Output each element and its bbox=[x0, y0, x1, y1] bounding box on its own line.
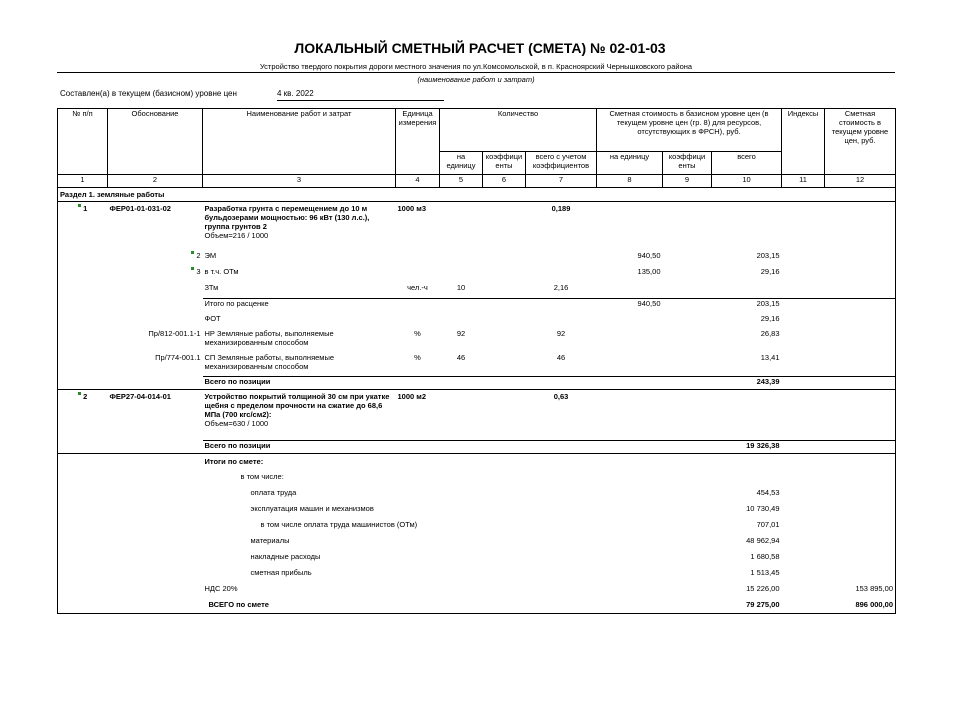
position-total-label: Всего по позиции bbox=[203, 441, 396, 454]
resource-unit: чел.-ч bbox=[407, 282, 428, 292]
overhead-qty-total: 92 bbox=[556, 328, 566, 338]
resource-cost-per-unit: 940,50 bbox=[637, 250, 661, 260]
header-qty-per-unit: на единицу bbox=[440, 152, 483, 175]
totals-item-value: 10 730,49 bbox=[746, 503, 780, 513]
price-level-value: 4 кв. 2022 bbox=[277, 89, 314, 98]
header-base-cost: Сметная стоимость в базисном уровне цен (в текущем уровне цен (гр. 8) для ресурсов, отсутствующих в ФРСН), руб. bbox=[597, 109, 782, 152]
resource-num: 3 bbox=[196, 266, 201, 276]
totals-item-row bbox=[58, 504, 896, 520]
col-number: 4 bbox=[396, 175, 440, 188]
totals-incl-row bbox=[58, 472, 896, 488]
section-title: Раздел 1. земляные работы bbox=[58, 188, 896, 202]
vat-base-value: 15 226,00 bbox=[746, 583, 780, 593]
profit-name: СП Земляные работы, выполняемые механизированным способом bbox=[204, 352, 335, 371]
position-1-row bbox=[58, 202, 896, 251]
totals-item-label: эксплуатация машин и механизмов bbox=[250, 503, 374, 513]
totals-item-row bbox=[58, 488, 896, 504]
position-total-row bbox=[58, 377, 896, 390]
header-indexes: Индексы bbox=[782, 109, 825, 175]
header-unit: Единица измерения bbox=[396, 109, 440, 175]
resource-name: ЭМ bbox=[204, 250, 217, 260]
position-total-row bbox=[58, 441, 896, 454]
grand-total-row bbox=[58, 600, 896, 614]
header-qty-coef: коэффици енты bbox=[483, 152, 526, 175]
resource-name: ЗТм bbox=[204, 282, 219, 292]
document-subtitle: Устройство твердого покрытия дороги местного значения по ул.Комсомольской, в п. Красноярский Чернышковского района bbox=[259, 62, 693, 71]
subtotal-cost-total: 203,15 bbox=[712, 299, 782, 314]
subtitle-underline bbox=[57, 72, 895, 73]
grand-total-base-value: 79 275,00 bbox=[712, 600, 782, 614]
totals-item-row bbox=[58, 568, 896, 584]
totals-title: Итоги по смете: bbox=[203, 454, 396, 472]
profit-cost-total: 13,41 bbox=[760, 352, 780, 362]
price-level-label: Составлен(а) в текущем (базисном) уровне цен bbox=[60, 89, 237, 98]
overhead-row bbox=[58, 329, 896, 353]
totals-item-row bbox=[58, 520, 896, 536]
position-name: Устройство покрытий толщиной 30 см при укатке щебня с пределом прочности на сжатие до 68,6 МПа (700 кгс/см2): bbox=[204, 392, 390, 419]
col-number: 8 bbox=[597, 175, 663, 188]
position-total-label: Всего по позиции bbox=[203, 377, 396, 390]
header-cost-per-unit: на единицу bbox=[597, 152, 663, 175]
totals-item-value: 707,01 bbox=[756, 519, 780, 529]
resource-qty-total: 2,16 bbox=[553, 282, 569, 292]
comment-marker-icon bbox=[191, 267, 194, 270]
totals-item-value: 1 680,58 bbox=[750, 551, 780, 561]
header-qty-total: всего с учетом коэффициентов bbox=[526, 152, 597, 175]
position-total-value: 243,39 bbox=[712, 377, 782, 390]
price-level-underline bbox=[277, 100, 444, 101]
totals-item-value: 48 962,94 bbox=[746, 535, 780, 545]
resource-qty-per-unit: 10 bbox=[456, 282, 466, 292]
comment-marker-icon bbox=[78, 204, 81, 207]
resource-row bbox=[58, 283, 896, 299]
header-num: № п/п bbox=[58, 109, 108, 175]
header-cost-total: всего bbox=[712, 152, 782, 175]
position-unit: 1000 м2 bbox=[396, 390, 440, 441]
header-basis: Обоснование bbox=[108, 109, 203, 175]
subtotal-row bbox=[58, 299, 896, 314]
position-volume: Объем=216 / 1000 bbox=[204, 231, 269, 240]
overhead-cost-total: 26,83 bbox=[760, 328, 780, 338]
vat-label: НДС 20% bbox=[204, 583, 238, 593]
totals-item-label: оплата труда bbox=[250, 487, 297, 497]
profit-code: Пр/774-001.1 bbox=[155, 352, 201, 362]
position-qty-total: 0,189 bbox=[526, 202, 597, 251]
resource-cost-total: 203,15 bbox=[756, 250, 780, 260]
header-name: Наименование работ и затрат bbox=[203, 109, 396, 175]
fot-cost-total: 29,16 bbox=[760, 313, 780, 323]
overhead-qty-per-unit: 92 bbox=[456, 328, 466, 338]
position-name: Разработка грунта с перемещением до 10 м бульдозерами мощностью: 96 кВт (130 л.с.), группа грунтов 2 bbox=[204, 204, 370, 231]
grand-total-current-value: 896 000,00 bbox=[825, 600, 896, 614]
position-qty-total: 0,63 bbox=[526, 390, 597, 441]
header-quantity: Количество bbox=[440, 109, 597, 152]
resource-row bbox=[58, 267, 896, 283]
col-number: 6 bbox=[483, 175, 526, 188]
comment-marker-icon bbox=[191, 251, 194, 254]
overhead-unit: % bbox=[414, 328, 421, 338]
position-num: 2 bbox=[83, 392, 88, 401]
resource-cost-total: 29,16 bbox=[760, 266, 780, 276]
totals-item-label: материалы bbox=[250, 535, 290, 545]
col-number: 3 bbox=[203, 175, 396, 188]
profit-row bbox=[58, 353, 896, 377]
position-2-row bbox=[58, 390, 896, 441]
totals-item-value: 454,53 bbox=[756, 487, 780, 497]
subtotal-cost-per-unit: 940,50 bbox=[597, 299, 663, 314]
profit-qty-total: 46 bbox=[556, 352, 566, 362]
resource-row bbox=[58, 251, 896, 267]
totals-item-label: накладные расходы bbox=[250, 551, 321, 561]
subtitle-note: (наименование работ и затрат) bbox=[417, 75, 535, 84]
totals-title-row bbox=[58, 454, 896, 472]
profit-qty-per-unit: 46 bbox=[456, 352, 466, 362]
comment-marker-icon bbox=[78, 392, 81, 395]
col-number: 5 bbox=[440, 175, 483, 188]
resource-num: 2 bbox=[196, 250, 201, 260]
col-number: 12 bbox=[825, 175, 896, 188]
document-title: ЛОКАЛЬНЫЙ СМЕТНЫЙ РАСЧЕТ (СМЕТА) № 02-01-03 bbox=[294, 40, 666, 56]
totals-item-label: в том числе оплата труда машинистов (ОТм) bbox=[260, 519, 418, 529]
fot-row bbox=[58, 314, 896, 329]
vat-row bbox=[58, 584, 896, 600]
col-number: 11 bbox=[782, 175, 825, 188]
position-total-value: 19 326,38 bbox=[712, 441, 782, 454]
col-number: 1 bbox=[58, 175, 108, 188]
col-number: 2 bbox=[108, 175, 203, 188]
totals-item-row bbox=[58, 536, 896, 552]
resource-name: в т.ч. ОТм bbox=[204, 266, 239, 276]
position-num: 1 bbox=[83, 204, 88, 213]
totals-item-value: 1 513,45 bbox=[750, 567, 780, 577]
resource-cost-per-unit: 135,00 bbox=[637, 266, 661, 276]
section-row bbox=[58, 188, 896, 202]
position-unit: 1000 м3 bbox=[396, 202, 440, 251]
overhead-code: Пр/812-001.1-1 bbox=[148, 328, 201, 338]
totals-incl-label: в том числе: bbox=[240, 471, 284, 481]
position-code: ФЕР01-01-031-02 bbox=[108, 202, 203, 251]
totals-item-label: сметная прибыль bbox=[250, 567, 312, 577]
col-number: 7 bbox=[526, 175, 597, 188]
vat-current-value: 153 895,00 bbox=[825, 584, 896, 600]
column-numbers-row bbox=[58, 175, 896, 188]
overhead-name: НР Земляные работы, выполняемые механизированным способом bbox=[204, 328, 334, 347]
header-current-cost: Сметная стоимость в текущем уровне цен, руб. bbox=[825, 109, 896, 175]
subtotal-label: Итого по расценке bbox=[203, 299, 396, 314]
col-number: 10 bbox=[712, 175, 782, 188]
fot-label: ФОТ bbox=[204, 313, 221, 323]
header-cost-coef: коэффици енты bbox=[663, 152, 712, 175]
estimate-table bbox=[57, 108, 896, 614]
profit-unit: % bbox=[414, 352, 421, 362]
grand-total-label: ВСЕГО по смете bbox=[203, 600, 396, 614]
totals-item-row bbox=[58, 552, 896, 568]
position-volume: Объем=630 / 1000 bbox=[204, 419, 269, 428]
col-number: 9 bbox=[663, 175, 712, 188]
position-code: ФЕР27-04-014-01 bbox=[108, 390, 203, 441]
